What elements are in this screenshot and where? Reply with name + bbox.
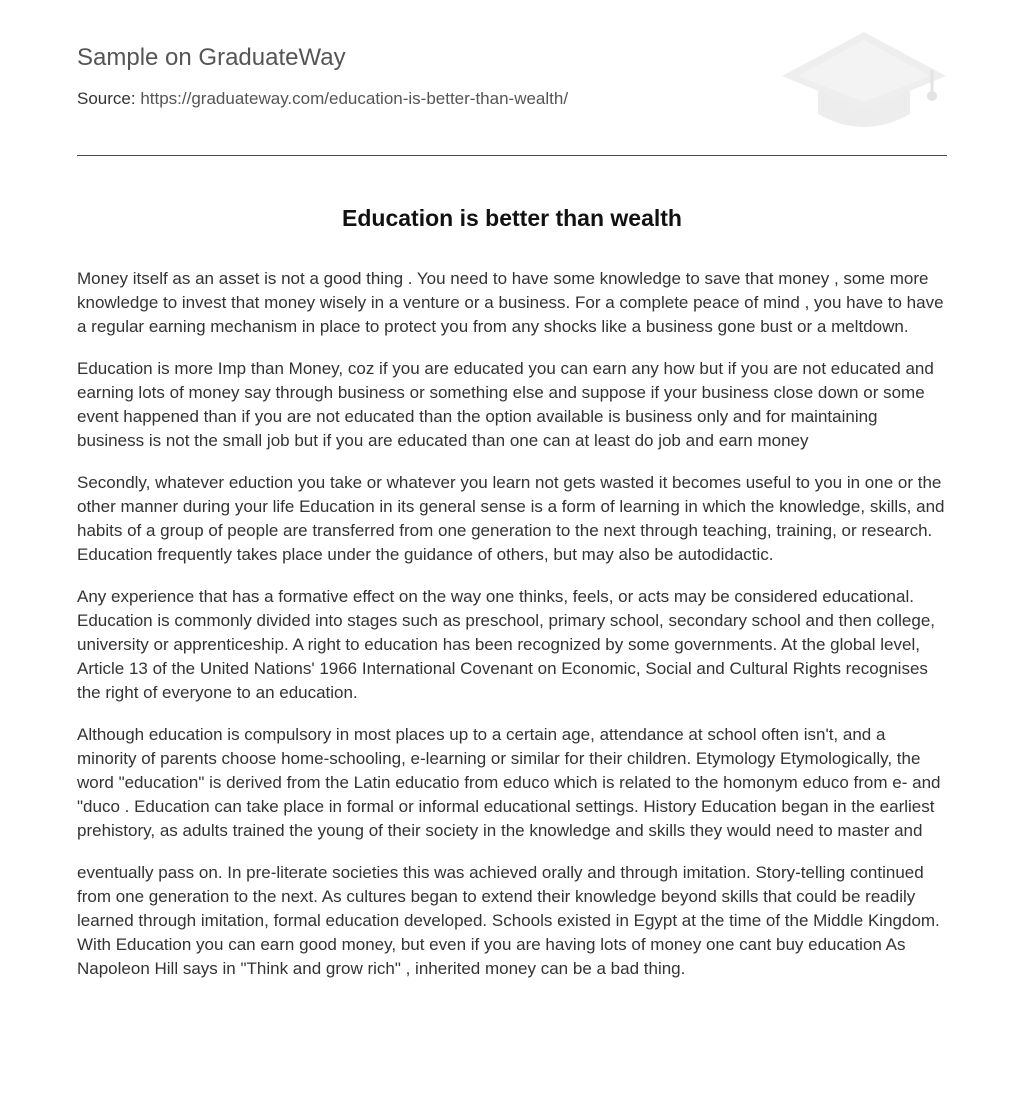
page-header (77, 0, 947, 156)
paragraph: Secondly, whatever eduction you take or whatever you learn not gets wasted it becomes useful to you in one or the other manner during your life Education in its general sense is a form of learning in which the knowledge, skills, and habits of a group of people are transferred from one generation to the next through teaching, training, or research. Education frequently takes place under the guidance of others, but may also be autodidactic. (77, 473, 945, 564)
source-link[interactable]: https://graduateway.com/education-is-better-than-wealth/ (140, 89, 569, 108)
document-title: Education is better than wealth (342, 205, 682, 231)
article-body (77, 267, 949, 999)
header-divider (77, 155, 947, 156)
source-line (77, 89, 568, 109)
paragraph: Education is more Imp than Money, coz if you are educated you can earn any how but if you are not educated and earning lots of money say through business or something else and suppose if your business close down or some event happened than if you are not educated than the option available is business only and for maintaining business is not the small job but if you are educated than one can at least do job and earn money (77, 359, 934, 450)
graduation-cap-icon (780, 30, 948, 134)
paragraph: Any experience that has a formative effect on the way one thinks, feels, or acts may be considered educational. Education is commonly divided into stages such as preschool, primary school, secondary school and then college, university or apprenticeship. A right to education has been recognized by some governments. At the global level, Article 13 of the United Nations' 1966 International Covenant on Economic, Social and Cultural Rights recognises the right of everyone to an education. (77, 587, 936, 702)
site-title: Sample on GraduateWay (77, 44, 346, 71)
source-label: Source: (77, 89, 136, 108)
paragraph: Money itself as an asset is not a good thing . You need to have some knowledge to save that money , some more knowledge to invest that money wisely in a venture or a business. For a complete peace of mind , you have to have a regular earning mechanism in place to protect you from any shocks like a business gone bust or a meltdown. (77, 269, 944, 336)
paragraph: Although education is compulsory in most places up to a certain age, attendance at school often isn't, and a minority of parents choose home-schooling, e-learning or similar for their children. Etymology Etymologically, the word "education" is derived from the Latin educatio from educo which is related to the homonym educo from e- and "duco . Education can take place in formal or informal educational settings. History Education began in the earliest prehistory, as adults trained the young of their society in the knowledge and skills they would need to master and (77, 725, 941, 840)
paragraph: eventually pass on. In pre-literate societies this was achieved orally and through imitation. Story-telling continued from one generation to the next. As cultures began to extend their knowledge beyond skills that could be readily learned through imitation, formal education developed. Schools existed in Egypt at the time of the Middle Kingdom. With Education you can earn good money, but even if you are having lots of money one cant buy education As Napoleon Hill says in "Think and grow rich" , inherited money can be a bad thing. (77, 863, 940, 978)
